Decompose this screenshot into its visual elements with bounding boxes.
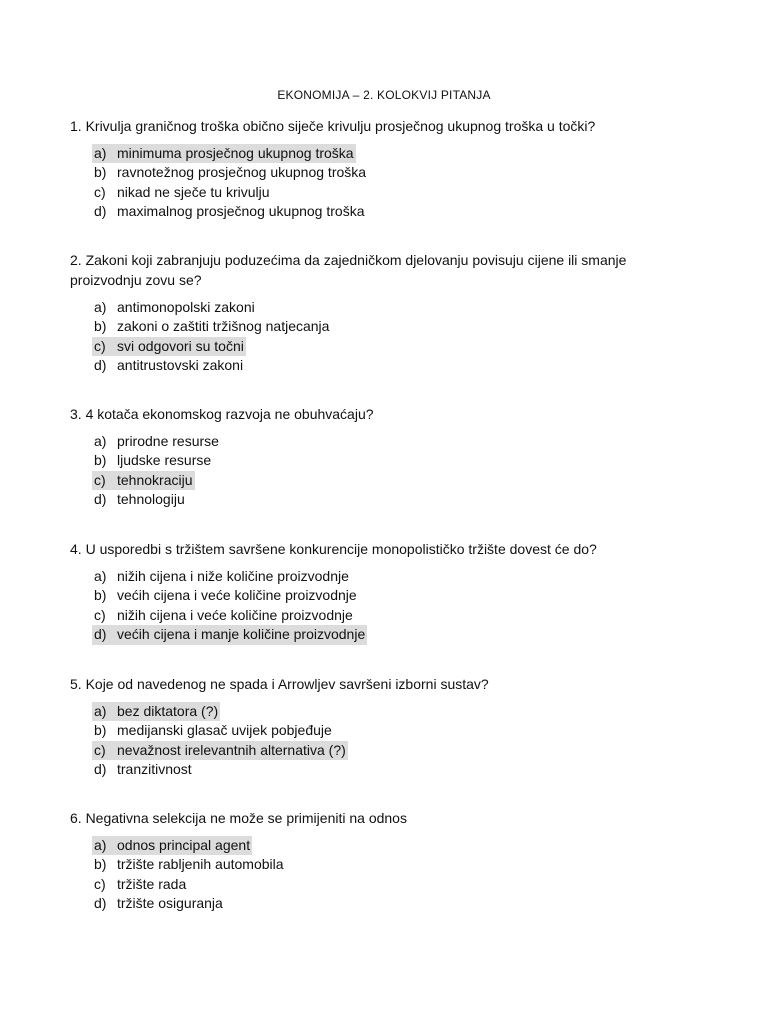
option-letter: c) (94, 741, 106, 758)
answer-option-c (70, 741, 670, 760)
option-letter: d) (94, 761, 107, 778)
option-text: tehnokraciju (117, 471, 193, 488)
option-text: maximalnog prosječnog ukupnog troška (117, 203, 365, 220)
option-letter: c) (94, 337, 106, 354)
option-letter: d) (94, 626, 107, 643)
question-5 (70, 674, 670, 780)
option-text: tranzitivnost (117, 761, 192, 778)
option-letter: d) (94, 357, 107, 374)
question-text: 3. 4 kotača ekonomskog razvoja ne obuhvaćaju? (70, 406, 374, 422)
answer-option-b (70, 451, 670, 470)
option-text: antimonopolski zakoni (117, 299, 255, 315)
question-text: 4. U usporedbi s tržištem savršene konkurencije monopolističko tržište dovest će do? (70, 541, 597, 557)
option-letter: c) (94, 875, 106, 892)
option-letter: b) (94, 587, 107, 604)
option-letter: d) (94, 491, 107, 508)
answer-option-c (70, 471, 670, 490)
option-text: nevažnost irelevantnih alternativa (?) (117, 741, 346, 758)
answer-option-d (70, 760, 670, 779)
option-letter: a) (94, 837, 107, 853)
answer-option-b (70, 586, 670, 605)
answer-option-c (70, 606, 670, 625)
option-text: odnos principal agent (117, 837, 251, 853)
question-text: 5. Koje od navedenog ne spada i Arrowljev savršeni izborni sustav? (70, 676, 489, 692)
option-text: ljudske resurse (117, 452, 212, 469)
option-letter: b) (94, 164, 107, 181)
option-letter: d) (94, 895, 107, 912)
question-2 (70, 250, 670, 376)
answer-option-a (70, 567, 670, 586)
answer-option-d (70, 356, 670, 375)
option-text: zakoni o zaštiti tržišnog natjecanja (117, 318, 330, 335)
answer-options (70, 432, 670, 510)
option-letter: d) (94, 203, 107, 220)
answer-option-a (70, 702, 670, 721)
answer-option-d (70, 625, 670, 644)
answer-options (70, 567, 670, 645)
option-text: nikad ne sječe tu krivulju (117, 183, 270, 200)
answer-options (70, 144, 670, 222)
option-letter: a) (94, 703, 107, 719)
option-text: prirodne resurse (117, 433, 219, 449)
option-text: tržište osiguranja (117, 895, 223, 912)
answer-option-a (70, 298, 670, 317)
document-title: EKONOMIJA – 2. KOLOKVIJ PITANJA (277, 88, 491, 102)
option-text: ravnotežnog prosječnog ukupnog troška (117, 164, 367, 181)
option-text: svi odgovori su točni (117, 337, 244, 354)
option-text: tehnologiju (117, 491, 185, 508)
option-letter: c) (94, 471, 106, 488)
answer-option-d (70, 894, 670, 913)
answer-option-d (70, 490, 670, 509)
answer-options (70, 298, 670, 376)
option-text: bez diktatora (?) (117, 703, 219, 719)
answer-option-c (70, 337, 670, 356)
answer-option-b (70, 317, 670, 336)
answer-option-c (70, 875, 670, 894)
answer-option-a (70, 144, 670, 163)
option-letter: a) (94, 433, 107, 449)
option-text: tržište rabljenih automobila (117, 856, 284, 873)
option-letter: a) (94, 299, 107, 315)
option-letter: b) (94, 318, 107, 335)
option-text: većih cijena i veće količine proizvodnje (117, 587, 357, 604)
question-text: 2. Zakoni koji zabranjuju poduzećima da zajedničkom djelovanju povisuju cijene ili smanje proizvodnju zovu se? (70, 252, 627, 288)
answer-options (70, 836, 670, 914)
option-letter: a) (94, 568, 107, 584)
answer-option-c (70, 183, 670, 202)
option-text: tržište rada (117, 875, 187, 892)
option-letter: c) (94, 606, 106, 623)
option-text: većih cijena i manje količine proizvodnje (117, 626, 366, 643)
question-1 (70, 116, 670, 222)
option-letter: b) (94, 722, 107, 739)
answer-option-d (70, 202, 670, 221)
question-text: 6. Negativna selekcija ne može se primijeniti na odnos (70, 810, 407, 826)
answer-option-a (70, 432, 670, 451)
answer-options (70, 702, 670, 780)
answer-option-a (70, 836, 670, 855)
option-text: medijanski glasač uvijek pobjeđuje (117, 722, 332, 739)
option-text: nižih cijena i niže količine proizvodnje (117, 568, 349, 584)
option-letter: c) (94, 183, 106, 200)
answer-option-b (70, 721, 670, 740)
option-letter: a) (94, 145, 107, 161)
option-text: antitrustovski zakoni (117, 357, 244, 374)
answer-option-b (70, 855, 670, 874)
question-4 (70, 539, 670, 645)
answer-option-b (70, 163, 670, 182)
question-text: 1. Krivulja graničnog troška obično siječe krivulju prosječnog ukupnog troška u točki? (70, 118, 596, 134)
option-text: nižih cijena i veće količine proizvodnje (117, 606, 353, 623)
option-text: minimuma prosječnog ukupnog troška (117, 145, 354, 161)
option-letter: b) (94, 856, 107, 873)
question-6 (70, 808, 670, 914)
question-3 (70, 404, 670, 510)
option-letter: b) (94, 452, 107, 469)
